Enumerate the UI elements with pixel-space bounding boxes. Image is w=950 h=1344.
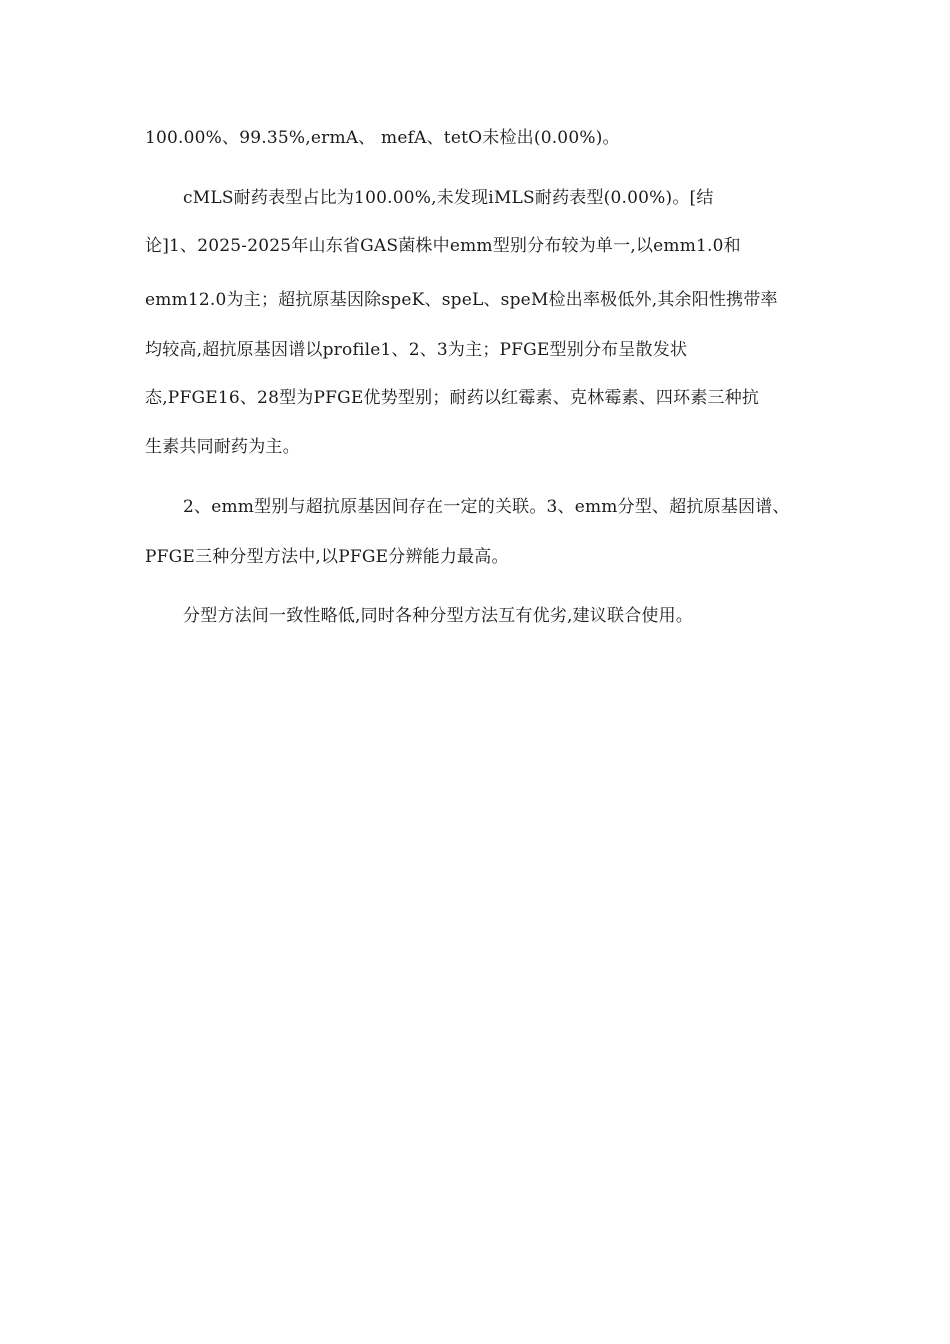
text-line: 均较高,超抗原基因谱以profile1、2、3为主；PFGE型别分布呈散发状 [145,340,688,360]
text-line: 论]1、2025-2025年山东省GAS菌株中emm型别分布较为单一,以emm1.0和 [145,236,741,256]
text-line: cMLS耐药表型占比为100.00%,未发现iMLS耐药表型(0.00%)。[结 [183,188,714,208]
text-line: 分型方法间一致性略低,同时各种分型方法互有优劣,建议联合使用。 [183,606,694,626]
text-line: emm12.0为主；超抗原基因除speK、speL、speM检出率极低外,其余阳性携带率 [145,290,778,310]
text-line: 态,PFGE16、28型为PFGE优势型别；耐药以红霉素、克林霉素、四环素三种抗 [145,388,760,408]
text-line: 100.00%、99.35%,ermA、 mefA、tetO未检出(0.00%)。 [145,128,620,148]
text-line: PFGE三种分型方法中,以PFGE分辨能力最高。 [145,547,509,567]
text-line: 2、emm型别与超抗原基因间存在一定的关联。3、emm分型、超抗原基因谱、 [183,497,790,517]
text-line: 生素共同耐药为主。 [145,437,300,457]
